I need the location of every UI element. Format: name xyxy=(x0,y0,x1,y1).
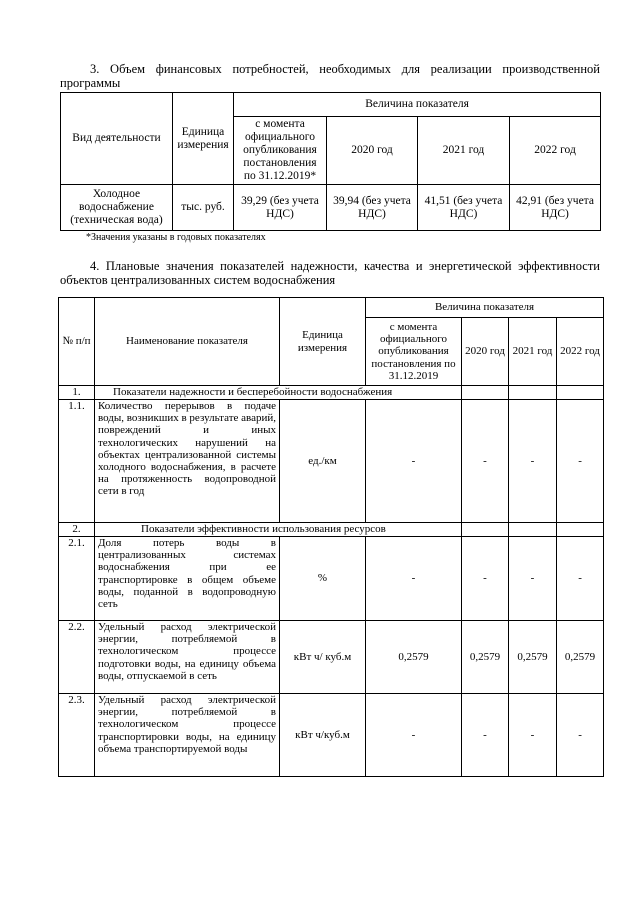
section4-heading: 4. Плановые значения показателей надежности, качества и энергетической эффективности объектов централизованных систем водоснабжения xyxy=(60,259,600,287)
table-row xyxy=(59,694,604,777)
cell-2021: 41,51 (без учета НДС) xyxy=(418,185,510,231)
row-2-1-unit: % xyxy=(280,537,366,621)
col-name-header: Наименование показателя xyxy=(95,298,280,386)
col-2022-header: 2022 год xyxy=(510,117,601,185)
row-2-3-name: Удельный расход электрической энергии, потребляемой в технологическом процессе транспортировки воды, на единицу объема транспортируемой воды xyxy=(95,694,280,777)
row-2-3-2020: - xyxy=(462,694,509,777)
row-1-1-name: Количество перерывов в подаче воды, возникших в результате аварий, повреждений и иных технологических нарушений на объектах централизованной системы холодного водоснабжения, в расчете на протяженность водопроводной сети в год xyxy=(95,400,280,523)
row-1-1-2021: - xyxy=(509,400,557,523)
row-2-2-2022: 0,2579 xyxy=(557,621,604,694)
row-2-1-2021: - xyxy=(509,537,557,621)
indicators-table xyxy=(58,297,604,777)
row-2-2-unit: кВт ч/ куб.м xyxy=(280,621,366,694)
section-row xyxy=(59,523,604,537)
row-2-3-2021: - xyxy=(509,694,557,777)
row-2-3-num: 2.3. xyxy=(59,694,95,777)
row-2-3-unit: кВт ч/куб.м xyxy=(280,694,366,777)
section3-heading: 3. Объем финансовых потребностей, необходимых для реализации производственной программы xyxy=(60,62,600,90)
row-2-2-2020: 0,2579 xyxy=(462,621,509,694)
table-row xyxy=(59,537,604,621)
col-2021-header: 2021 год xyxy=(509,318,557,386)
row-2-2-2021: 0,2579 xyxy=(509,621,557,694)
col-2022-header: 2022 год xyxy=(557,318,604,386)
cell-unit: тыс. руб. xyxy=(173,185,234,231)
row-2-2-since: 0,2579 xyxy=(366,621,462,694)
section1-title: Показатели надежности и бесперебойности водоснабжения xyxy=(95,386,462,400)
row-2-1-num: 2.1. xyxy=(59,537,95,621)
row-1-1-num: 1.1. xyxy=(59,400,95,523)
row-2-3-since: - xyxy=(366,694,462,777)
section-row xyxy=(59,386,604,400)
table-row xyxy=(59,621,604,694)
cell-2022: 42,91 (без учета НДС) xyxy=(510,185,601,231)
col-value-group-header: Величина показателя xyxy=(366,298,604,318)
col-2021-header: 2021 год xyxy=(418,117,510,185)
col-2020-header: 2020 год xyxy=(462,318,509,386)
row-2-3-2022: - xyxy=(557,694,604,777)
col-activity-header: Вид деятельности xyxy=(61,93,173,185)
col-value-group-header: Величина показателя xyxy=(234,93,601,117)
row-2-1-2020: - xyxy=(462,537,509,621)
row-1-1-since: - xyxy=(366,400,462,523)
section2-num: 2. xyxy=(59,523,95,537)
cell-since: 39,29 (без учета НДС) xyxy=(234,185,327,231)
col-2020-header: 2020 год xyxy=(327,117,418,185)
table-row xyxy=(59,400,604,523)
table-row xyxy=(61,185,601,231)
cell-activity: Холодное водоснабжение (техническая вода) xyxy=(61,185,173,231)
footnote: *Значения указаны в годовых показателях xyxy=(86,232,266,243)
cell-2020: 39,94 (без учета НДС) xyxy=(327,185,418,231)
row-1-1-2022: - xyxy=(557,400,604,523)
col-since-header: с момента официального опубликования постановления по 31.12.2019* xyxy=(234,117,327,185)
financial-needs-table xyxy=(60,92,601,231)
section1-num: 1. xyxy=(59,386,95,400)
row-2-1-name: Доля потерь воды в централизованных системах водоснабжения при ее транспортировке в общем объеме воды, поданной в водопроводную сеть xyxy=(95,537,280,621)
row-2-2-num: 2.2. xyxy=(59,621,95,694)
row-1-1-unit: ед./км xyxy=(280,400,366,523)
row-2-1-since: - xyxy=(366,537,462,621)
section2-title: Показатели эффективности использования ресурсов xyxy=(95,523,462,537)
col-since-header: с момента официального опубликования постановления по 31.12.2019 xyxy=(366,318,462,386)
col-unit-header: Единица измерения xyxy=(173,93,234,185)
row-1-1-2020: - xyxy=(462,400,509,523)
row-2-1-2022: - xyxy=(557,537,604,621)
col-unit-header: Единица измерения xyxy=(280,298,366,386)
col-num-header: № п/п xyxy=(59,298,95,386)
row-2-2-name: Удельный расход электрической энергии, потребляемой в технологическом процессе подготовки воды, на единицу объема воды, отпускаемой в сеть xyxy=(95,621,280,694)
